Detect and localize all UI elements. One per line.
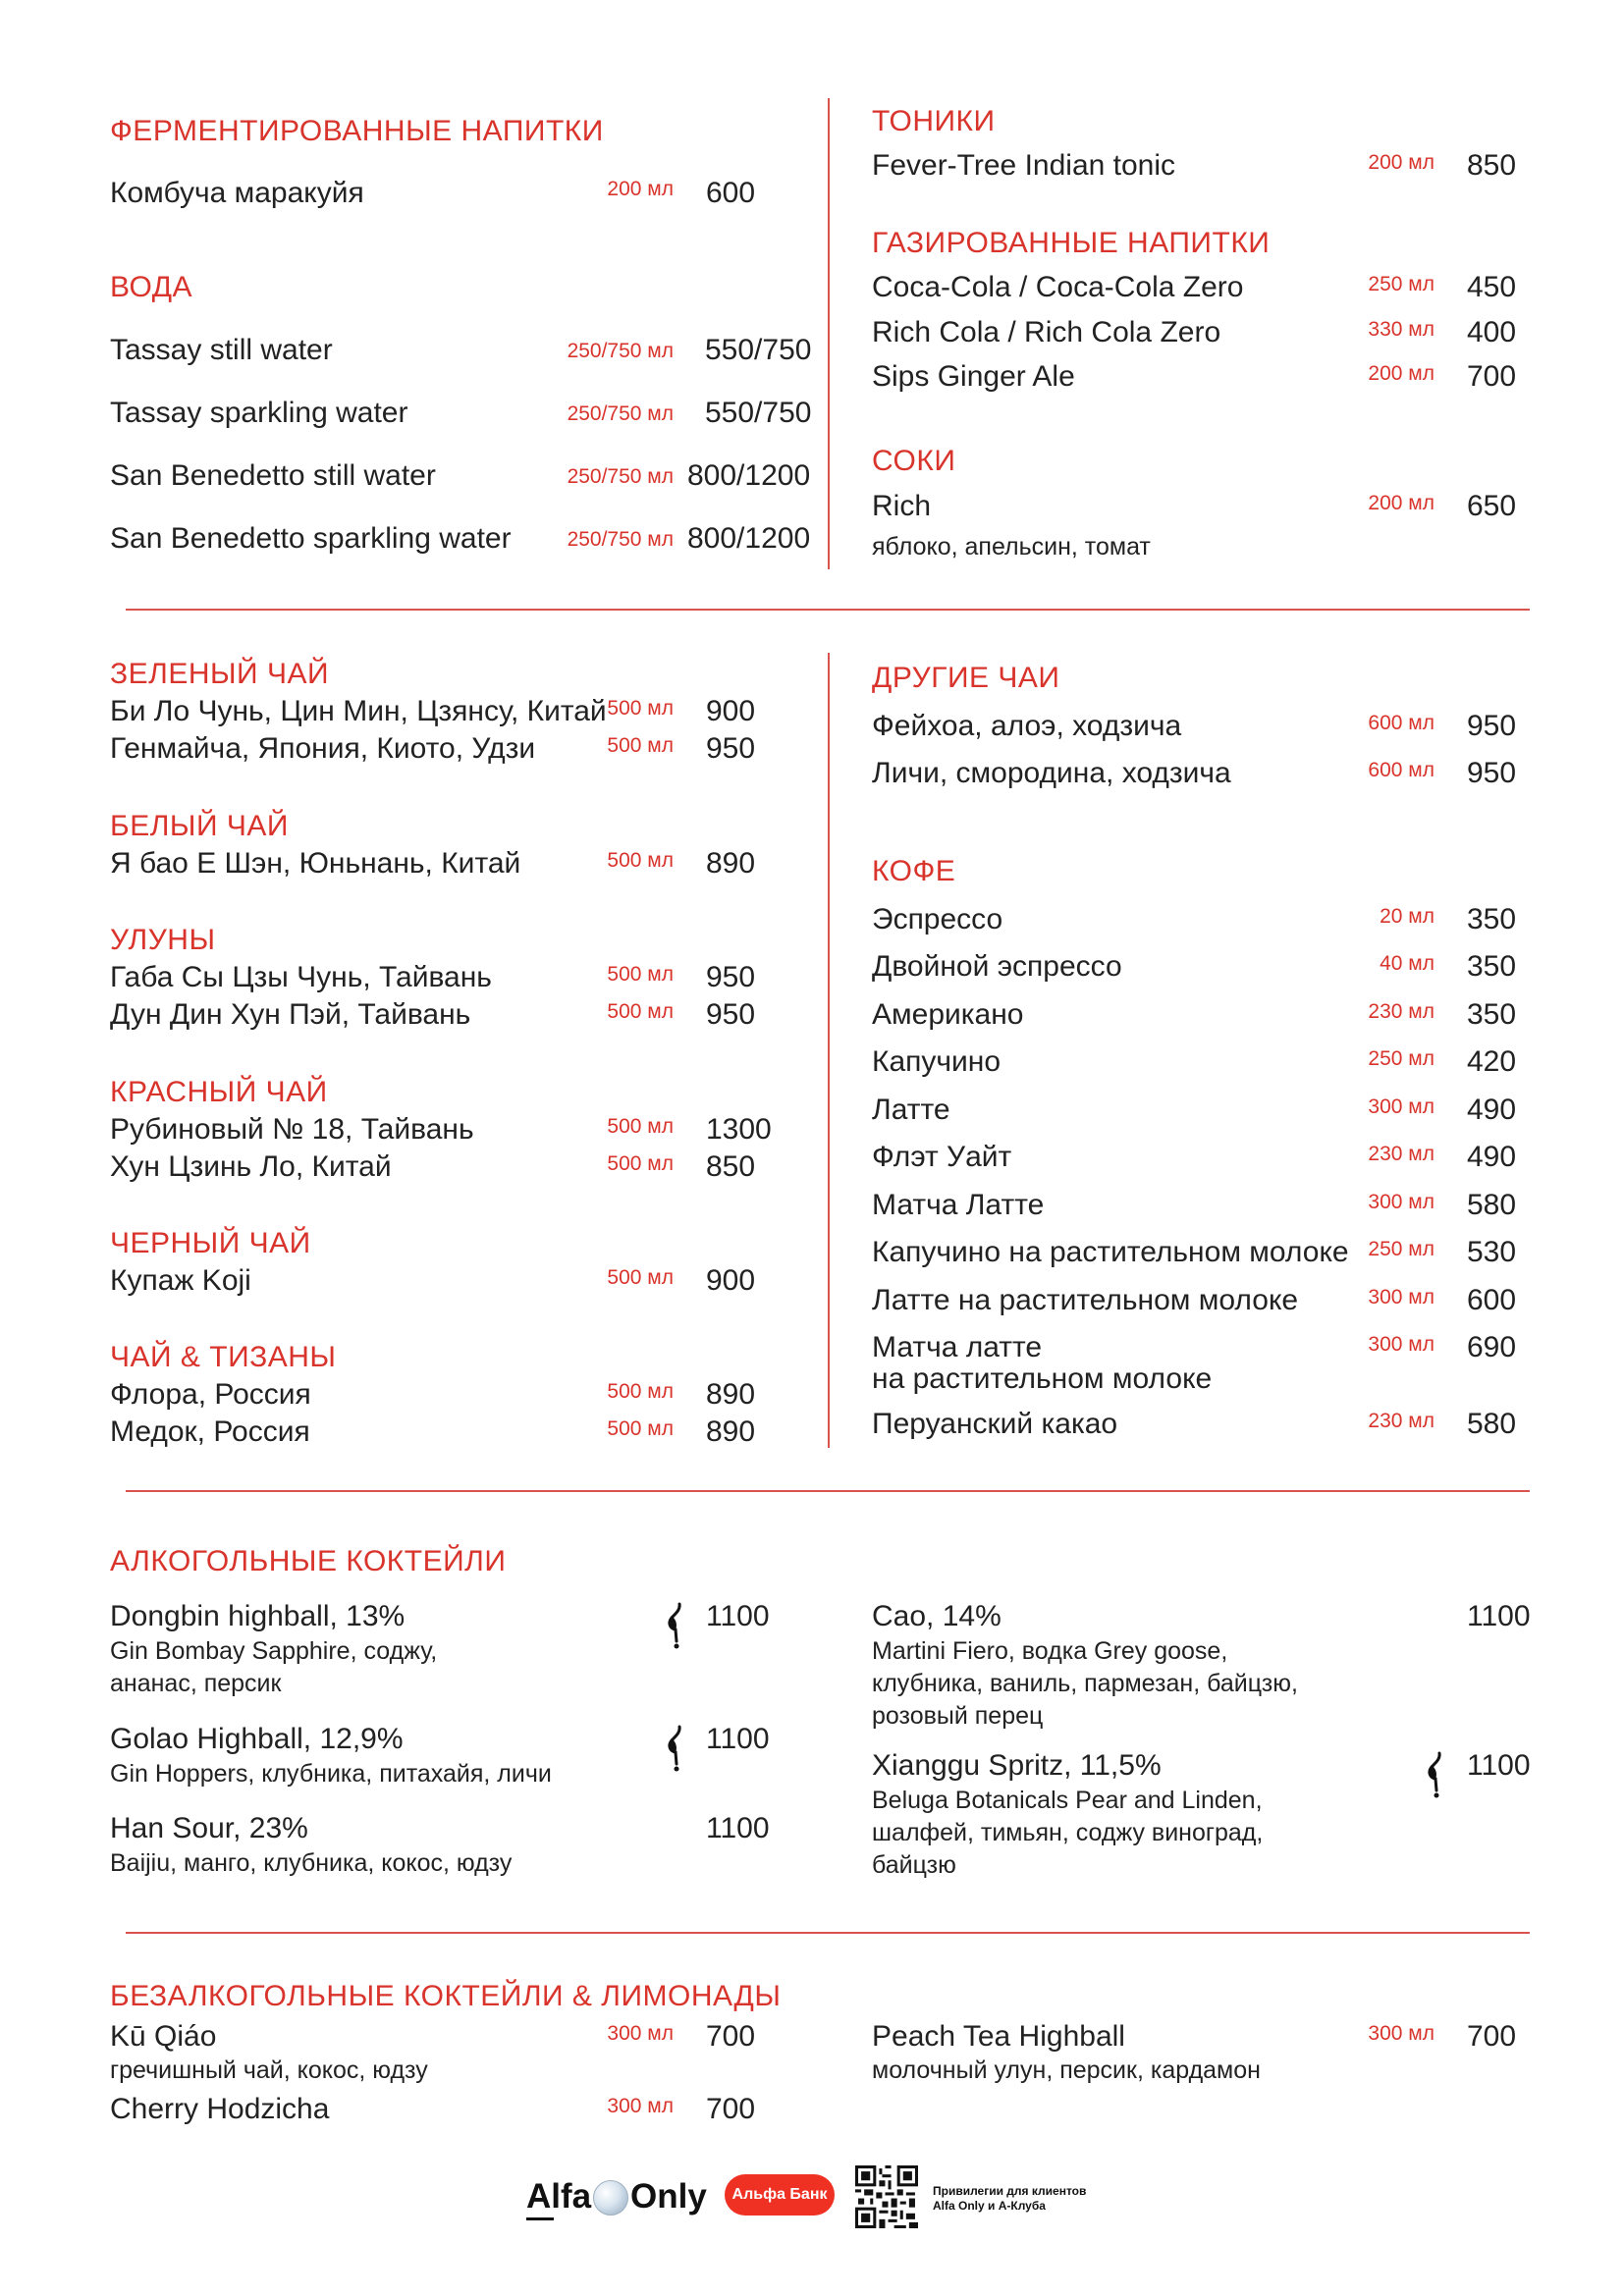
item-name: Латте на растительном молоке [872, 1284, 1299, 1316]
item-volume: 250/750 мл [567, 402, 674, 425]
alfa-bank-badge: Альфа Банк [725, 2174, 835, 2216]
item-name: Golao Highball, 12,9% [110, 1723, 404, 1755]
item-price: 690 [1467, 1331, 1517, 1363]
item-volume: 250/750 мл [567, 528, 674, 551]
item-volume: 500 мл [607, 1152, 674, 1175]
item-price: 1100 [706, 1812, 770, 1844]
item-price: 650 [1467, 490, 1517, 522]
item-name: Rich [872, 490, 932, 522]
item-price: 490 [1467, 1141, 1517, 1173]
item-description: розовый перец [872, 1702, 1044, 1730]
item-volume: 330 мл [1368, 318, 1435, 341]
item-price: 950 [706, 732, 756, 765]
item-price: 550/750 [705, 397, 812, 429]
item-price: 580 [1467, 1189, 1517, 1221]
section-title-sodas: ГАЗИРОВАННЫЕ НАПИТКИ [872, 227, 1271, 259]
item-name: Peach Tea Highball [872, 2020, 1125, 2053]
item-price: 350 [1467, 998, 1517, 1031]
section-title-juices: СОКИ [872, 445, 956, 477]
item-volume: 500 мл [607, 963, 674, 986]
item-volume: 300 мл [1368, 2022, 1435, 2045]
section-title-tisanes: ЧАЙ & ТИЗАНЫ [110, 1341, 337, 1373]
column-divider [828, 98, 830, 569]
item-price: 890 [706, 847, 756, 880]
item-price: 950 [1467, 710, 1517, 742]
item-name: Han Sour, 23% [110, 1812, 308, 1844]
section-title-oolong: УЛУНЫ [110, 924, 216, 956]
item-volume: 230 мл [1368, 1000, 1435, 1023]
section-divider [126, 1932, 1530, 1934]
item-volume: 500 мл [607, 1266, 674, 1289]
item-volume: 200 мл [1368, 362, 1435, 385]
item-name: Двойной эспрессо [872, 950, 1122, 983]
section-title-red-tea: КРАСНЫЙ ЧАЙ [110, 1076, 328, 1108]
item-description: шалфей, тимьян, соджу виноград, [872, 1819, 1264, 1846]
item-price: 1100 [1467, 1600, 1531, 1632]
item-name: Матча Латте [872, 1189, 1045, 1221]
item-name: Би Ло Чунь, Цин Мин, Цзянсу, Китай [110, 695, 607, 727]
item-description: клубника, ваниль, пармезан, байцзю, [872, 1670, 1298, 1697]
item-name: Генмайча, Япония, Киото, Удзи [110, 732, 536, 765]
item-price: 850 [706, 1150, 756, 1183]
item-price: 420 [1467, 1045, 1517, 1078]
alfa-logo-text: Alfa [526, 2177, 592, 2216]
section-title-white-tea: БЕЛЫЙ ЧАЙ [110, 810, 289, 842]
item-volume: 230 мл [1368, 1143, 1435, 1165]
item-volume: 500 мл [607, 734, 674, 757]
item-price: 700 [1467, 2020, 1517, 2053]
item-volume: 20 мл [1380, 905, 1435, 928]
item-name: Латте [872, 1094, 950, 1126]
item-price: 550/750 [705, 334, 812, 366]
item-volume: 40 мл [1380, 952, 1435, 975]
item-name: Купаж Koji [110, 1264, 251, 1297]
item-price: 1100 [706, 1600, 770, 1632]
section-divider [126, 1490, 1530, 1492]
item-description: молочный улун, персик, кардамон [872, 2056, 1261, 2084]
item-description: яблоко, апельсин, томат [872, 533, 1151, 561]
item-name: Tassay still water [110, 334, 333, 366]
item-description: ананас, персик [110, 1670, 282, 1697]
item-volume: 300 мл [607, 2095, 674, 2117]
item-price: 1100 [1467, 1749, 1531, 1782]
item-name: Перуанский какао [872, 1408, 1118, 1440]
item-price: 890 [706, 1378, 756, 1411]
item-price: 450 [1467, 271, 1517, 303]
section-divider [126, 609, 1530, 611]
item-name: Фейхоа, алоэ, ходзича [872, 710, 1182, 742]
item-price: 950 [1467, 757, 1517, 789]
item-price: 700 [1467, 360, 1517, 393]
qr-code-icon [855, 2165, 918, 2228]
item-volume: 230 мл [1368, 1410, 1435, 1432]
item-price: 400 [1467, 316, 1517, 348]
item-volume: 200 мл [1368, 492, 1435, 514]
item-price: 850 [1467, 149, 1517, 182]
item-price: 890 [706, 1415, 756, 1448]
item-price: 580 [1467, 1408, 1517, 1440]
item-price: 800/1200 [687, 459, 811, 492]
item-volume: 200 мл [607, 178, 674, 200]
item-name: Рубиновый № 18, Тайвань [110, 1113, 474, 1146]
section-title-cocktails: АЛКОГОЛЬНЫЕ КОКТЕЙЛИ [110, 1545, 507, 1577]
item-price: 530 [1467, 1236, 1517, 1268]
item-volume: 250 мл [1368, 1047, 1435, 1070]
item-description: гречишный чай, кокос, юдзу [110, 2056, 428, 2084]
item-volume: 300 мл [1368, 1333, 1435, 1356]
ice-cream-cone-icon [666, 1602, 687, 1651]
item-name: Капучино на растительном молоке [872, 1236, 1349, 1268]
item-volume: 500 мл [607, 1000, 674, 1023]
item-description: Martini Fiero, водка Grey goose, [872, 1637, 1228, 1665]
item-name-line2: на растительном молоке [872, 1362, 1213, 1395]
item-name: Tassay sparkling water [110, 397, 408, 429]
item-volume: 300 мл [1368, 1191, 1435, 1213]
item-price: 800/1200 [687, 522, 811, 555]
item-volume: 200 мл [1368, 151, 1435, 174]
item-volume: 300 мл [1368, 1095, 1435, 1118]
item-volume: 250/750 мл [567, 465, 674, 488]
section-title-coffee: КОФЕ [872, 855, 956, 887]
item-name: Эспрессо [872, 903, 1003, 935]
item-description: Gin Bombay Sapphire, соджу, [110, 1637, 438, 1665]
item-name: Флора, Россия [110, 1378, 311, 1411]
item-volume: 300 мл [1368, 1286, 1435, 1308]
section-title-mocktails: БЕЗАЛКОГОЛЬНЫЕ КОКТЕЙЛИ & ЛИМОНАДЫ [110, 1980, 782, 2012]
item-name: Sips Ginger Ale [872, 360, 1075, 393]
item-name: Матча латте [872, 1331, 1043, 1363]
item-name: San Benedetto still water [110, 459, 436, 492]
item-name: Я бао Е Шэн, Юньнань, Китай [110, 847, 521, 880]
item-name: San Benedetto sparkling water [110, 522, 512, 555]
item-price: 1100 [706, 1723, 770, 1755]
item-volume: 500 мл [607, 697, 674, 720]
column-divider [828, 653, 830, 1448]
item-price: 950 [706, 961, 756, 993]
item-description: байцзю [872, 1851, 956, 1879]
item-volume: 500 мл [607, 1115, 674, 1138]
item-price: 1300 [706, 1113, 772, 1146]
item-name: Rich Cola / Rich Cola Zero [872, 316, 1221, 348]
item-description: Beluga Botanicals Pear and Linden, [872, 1787, 1263, 1814]
item-name: Личи, смородина, ходзича [872, 757, 1231, 789]
item-name: Габа Сы Цзы Чунь, Тайвань [110, 961, 492, 993]
section-title-water: ВОДА [110, 271, 193, 303]
section-title-green-tea: ЗЕЛЕНЫЙ ЧАЙ [110, 658, 330, 690]
item-volume: 500 мл [607, 1380, 674, 1403]
only-logo-text: Only [630, 2177, 707, 2216]
item-volume: 500 мл [607, 1417, 674, 1440]
item-name: Dongbin highball, 13% [110, 1600, 406, 1632]
privileges-text-line2: Alfa Only и А-Клуба [933, 2199, 1046, 2213]
item-price: 900 [706, 1264, 756, 1297]
item-volume: 500 мл [607, 849, 674, 872]
item-name: Kū Qiáo [110, 2020, 217, 2053]
item-price: 700 [706, 2020, 756, 2053]
section-title-other-tea: ДРУГИЕ ЧАИ [872, 662, 1060, 694]
item-name: Fever-Tree Indian tonic [872, 149, 1176, 182]
item-name: Coca-Cola / Coca-Cola Zero [872, 271, 1244, 303]
section-title-black-tea: ЧЕРНЫЙ ЧАЙ [110, 1227, 311, 1259]
item-volume: 250 мл [1368, 273, 1435, 295]
item-name: Медок, Россия [110, 1415, 310, 1448]
item-price: 350 [1467, 950, 1517, 983]
privileges-text-line1: Привилегии для клиентов [933, 2184, 1087, 2198]
item-name: Флэт Уайт [872, 1141, 1012, 1173]
section-title-fermented: ФЕРМЕНТИРОВАННЫЕ НАПИТКИ [110, 115, 604, 147]
item-name: Cao, 14% [872, 1600, 1001, 1632]
item-name: Xianggu Spritz, 11,5% [872, 1749, 1162, 1782]
item-name: Cherry Hodzicha [110, 2093, 330, 2125]
item-name: Комбуча маракуйя [110, 177, 364, 209]
ice-cream-cone-icon [1426, 1751, 1447, 1800]
item-price: 700 [706, 2093, 756, 2125]
item-description: Baijiu, манго, клубника, кокос, юдзу [110, 1849, 513, 1877]
alfa-underline [526, 2217, 554, 2220]
item-price: 490 [1467, 1094, 1517, 1126]
item-price: 350 [1467, 903, 1517, 935]
item-name: Американо [872, 998, 1024, 1031]
ice-cream-cone-icon [666, 1725, 687, 1774]
item-volume: 250/750 мл [567, 340, 674, 362]
item-description: Gin Hoppers, клубника, питахайя, личи [110, 1760, 552, 1788]
item-volume: 250 мл [1368, 1238, 1435, 1260]
section-title-tonics: ТОНИКИ [872, 105, 996, 137]
item-price: 950 [706, 998, 756, 1031]
item-price: 600 [1467, 1284, 1517, 1316]
alfa-only-ring-icon [593, 2180, 628, 2216]
item-volume: 600 мл [1368, 712, 1435, 734]
item-price: 900 [706, 695, 756, 727]
item-volume: 600 мл [1368, 759, 1435, 781]
item-price: 600 [706, 177, 756, 209]
item-volume: 300 мл [607, 2022, 674, 2045]
item-name: Дун Дин Хун Пэй, Тайвань [110, 998, 471, 1031]
item-name: Хун Цзинь Ло, Китай [110, 1150, 392, 1183]
item-name: Капучино [872, 1045, 1001, 1078]
